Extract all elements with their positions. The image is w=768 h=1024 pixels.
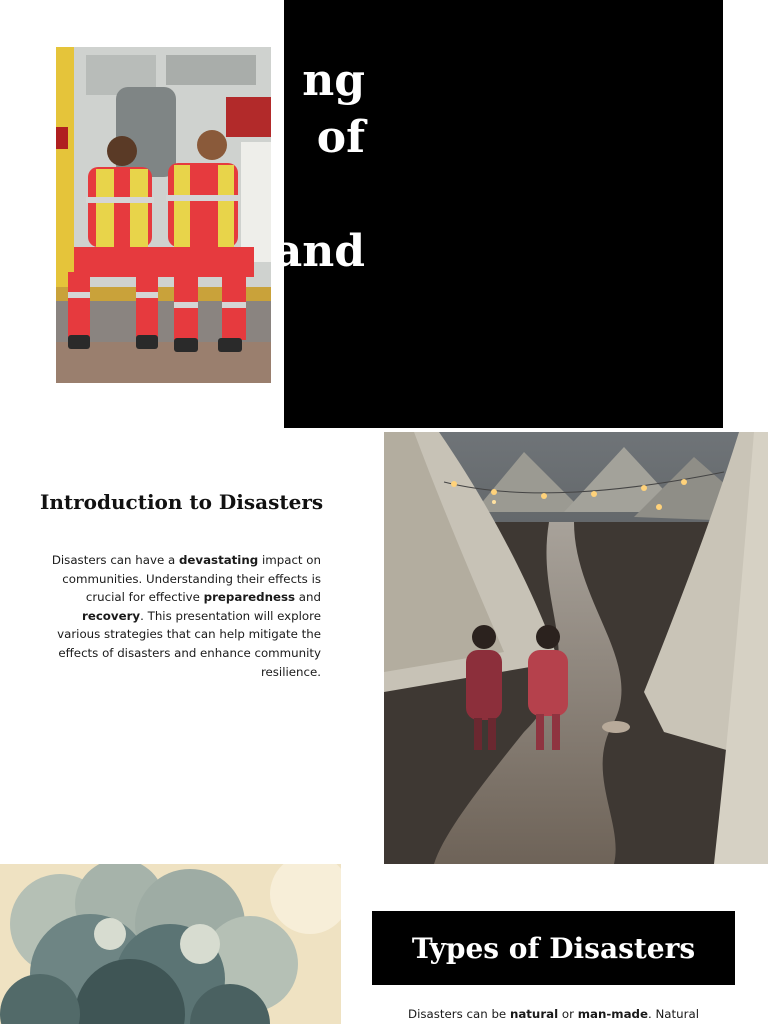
title-fragment-1: ng: [302, 55, 365, 106]
intro-text-1: Disasters can have a: [51, 553, 179, 567]
intro-heading: Introduction to Disasters: [40, 490, 324, 514]
title-fragment-3: and: [273, 226, 365, 277]
types-text-2: or: [558, 1007, 578, 1021]
types-heading: Types of Disasters: [411, 931, 696, 965]
types-text-1: Disasters can be: [407, 1007, 510, 1021]
intro-text-2: impact on communities. Understanding their effects is crucial for effective: [62, 553, 321, 605]
types-bold-man-made: man-made: [577, 1007, 648, 1021]
intro-text-4: . This presentation will explore various strategies that can help mitigate the effects of disasters and enhance community resilience.: [57, 608, 321, 679]
intro-bold-preparedness: preparedness: [203, 590, 296, 605]
intro-body-text: [48, 551, 321, 681]
flooded-camp-photo: [384, 432, 768, 864]
intro-bold-recovery: recovery: [82, 608, 141, 623]
types-heading-box: [372, 911, 735, 985]
intro-text-3: and: [295, 590, 321, 605]
title-fragment-2: of: [316, 112, 365, 163]
types-bold-natural: natural: [509, 1007, 559, 1021]
types-body-text: [372, 1005, 735, 1023]
smoke-cloud-illustration: [0, 864, 341, 1024]
types-text-3: . Natural: [647, 1007, 699, 1021]
intro-bold-devastating: devastating: [178, 553, 259, 567]
paramedics-photo: [56, 47, 271, 383]
